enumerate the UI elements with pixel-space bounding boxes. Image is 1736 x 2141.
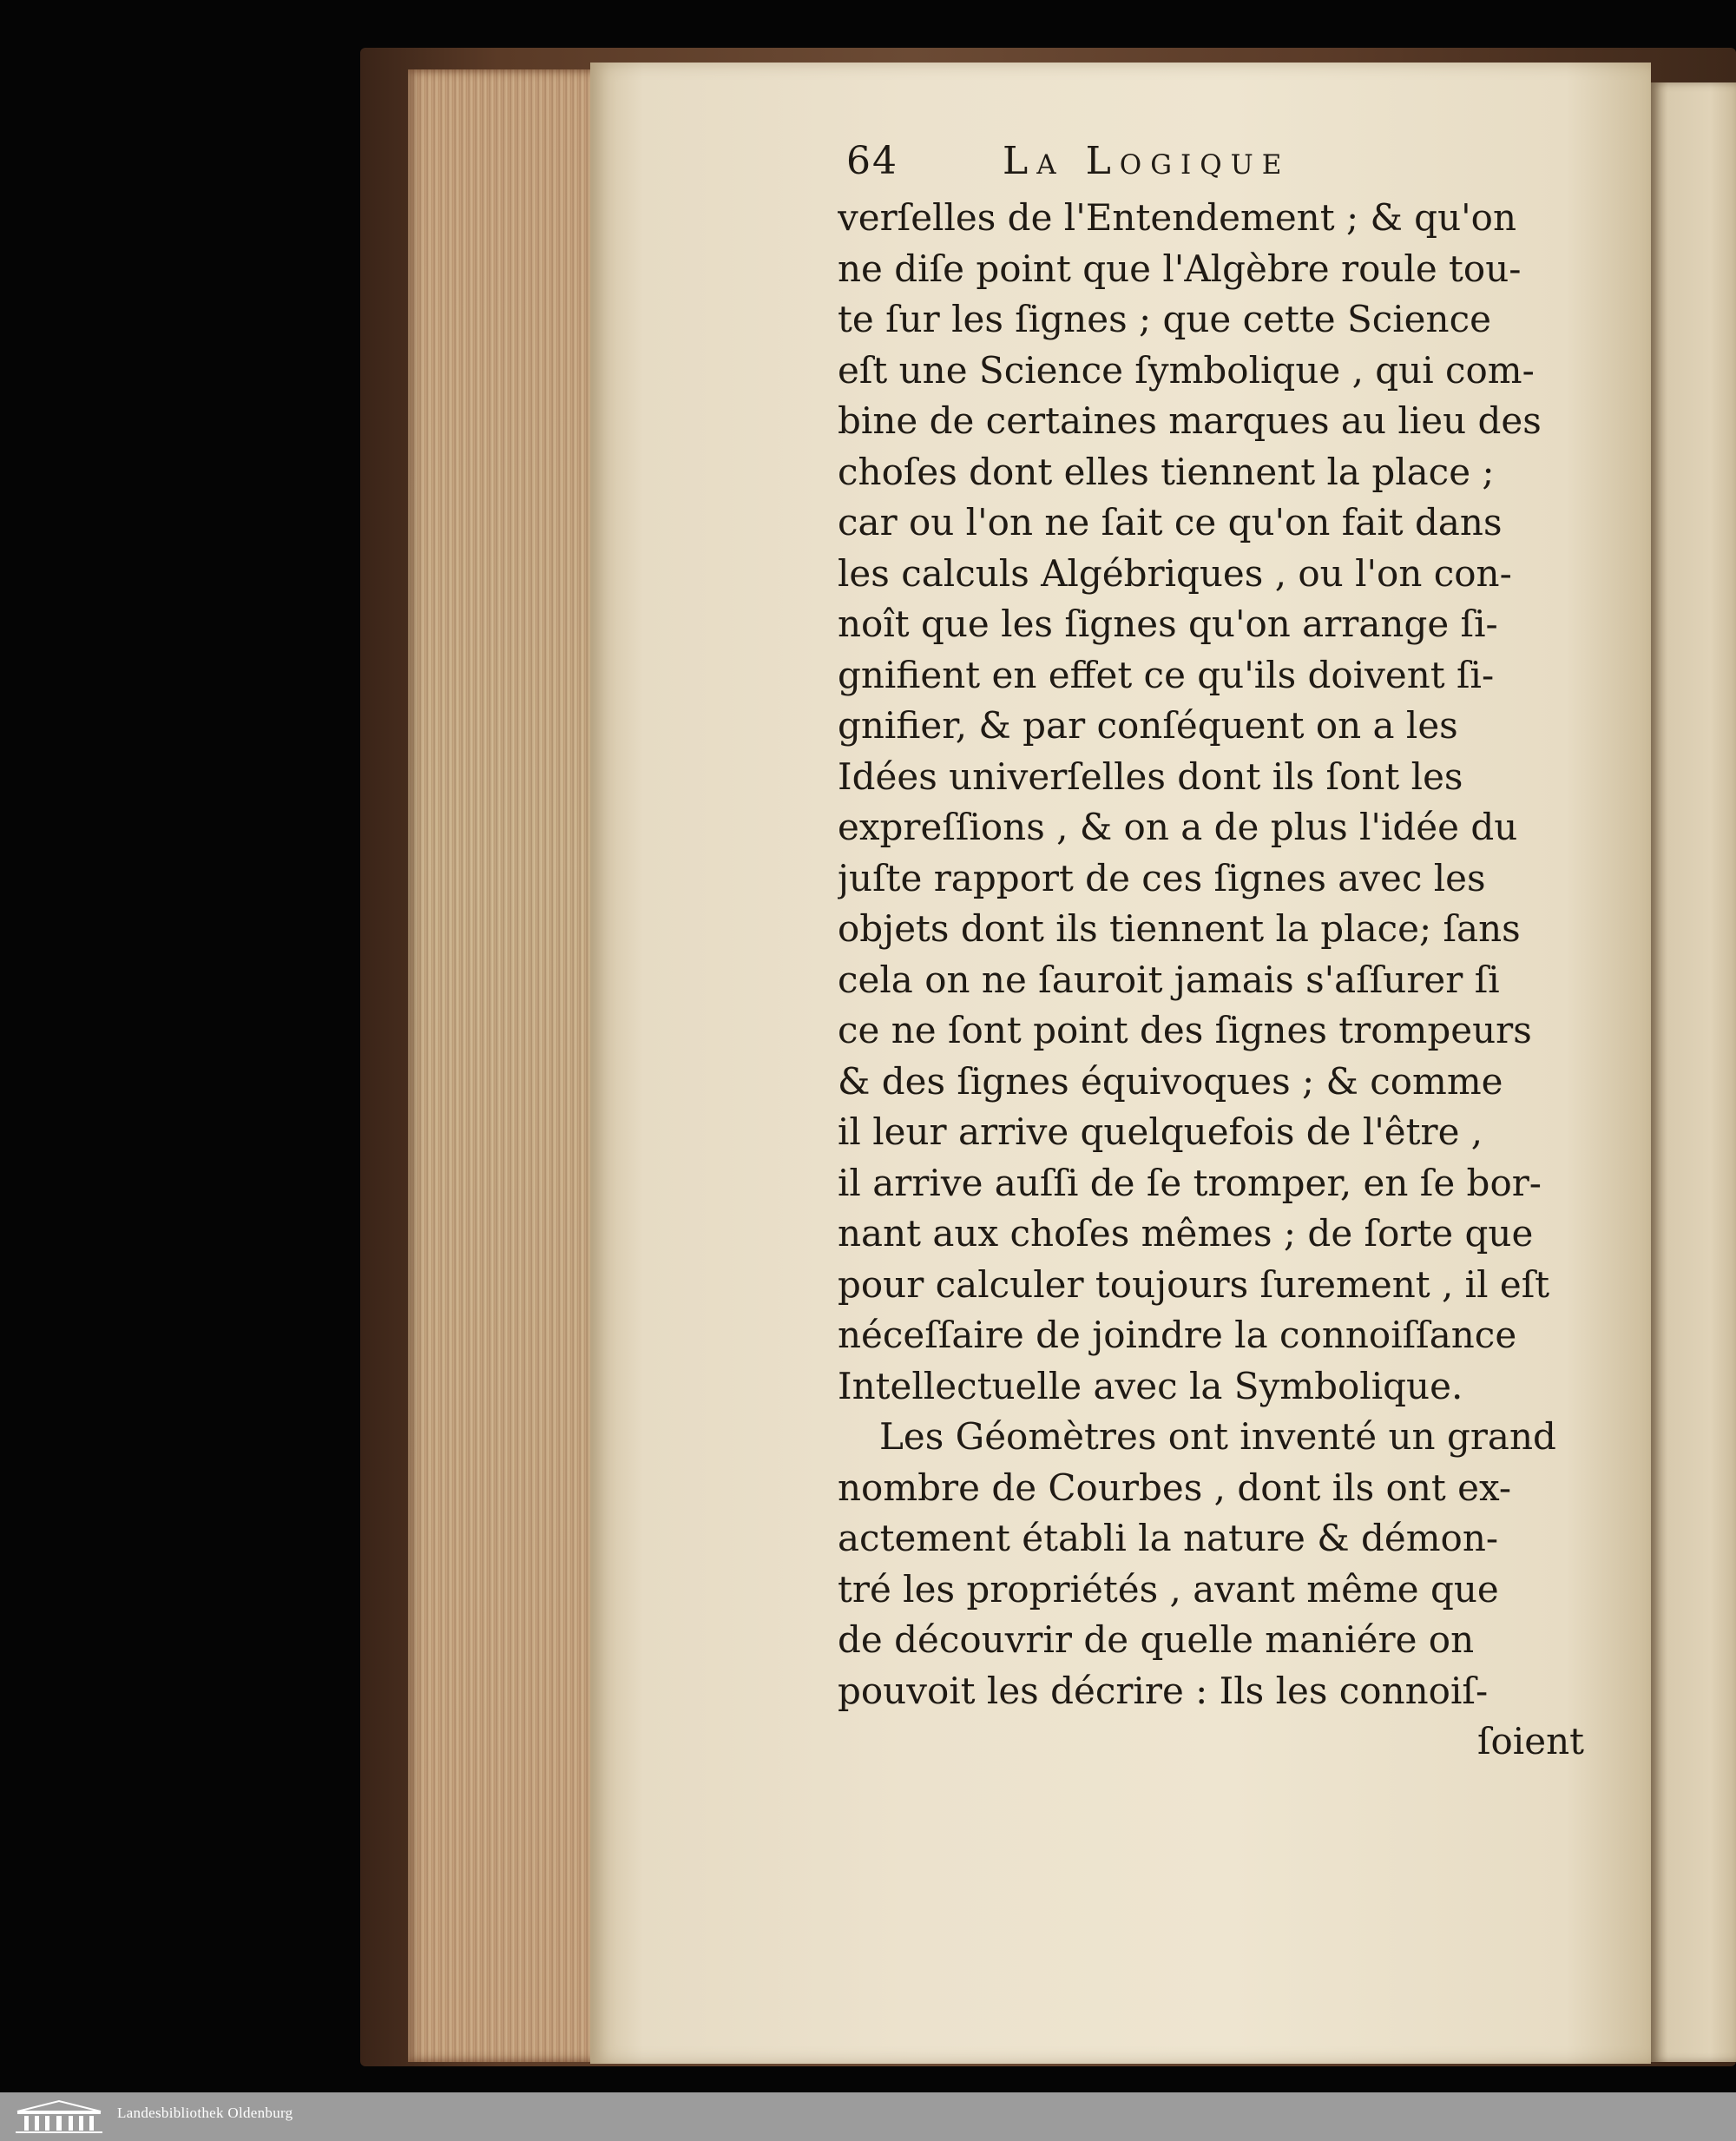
- text-line: gnifier, & par conſéquent on a les: [838, 704, 1458, 747]
- text-line: Idées univerſelles dont ils ſont les: [838, 754, 1463, 798]
- text-line: & des ſignes équivoques ; & comme: [838, 1059, 1503, 1103]
- text-line: pouvoit les décrire : Ils les connoiſ-: [838, 1669, 1489, 1712]
- text-line: nant aux choſes mêmes ; de ſorte que: [838, 1212, 1534, 1255]
- text-line: ce ne ſont point des ſignes trompeurs: [838, 1009, 1532, 1051]
- running-head: [838, 130, 1584, 193]
- text-line: expreſſions , & on a de plus l'idée du: [838, 806, 1518, 848]
- text-line: gnifient en effet ce qu'ils doivent ſi-: [838, 653, 1495, 696]
- text-line: ne diſe point que l'Algèbre roule tou-: [838, 247, 1522, 290]
- text-line: il arrive auſſi de ſe tromper, en ſe bor-: [838, 1161, 1542, 1204]
- text-line: néceſſaire de joindre la connoiſſance: [838, 1314, 1517, 1356]
- text-line: noît que les ſignes qu'on arrange ſi-: [838, 603, 1498, 645]
- text-line: pour calculer toujours ſurement , il eſt: [838, 1262, 1550, 1306]
- text-line: car ou l'on ne ſait ce qu'on fait dans: [838, 501, 1503, 543]
- text-line: il leur arrive quelquefois de l'être ,: [838, 1110, 1483, 1153]
- text-line: juſte rapport de ces ſignes avec les: [838, 856, 1486, 899]
- text-line: eſt une Science ſymbolique , qui com-: [838, 348, 1535, 392]
- body-text: [838, 193, 1584, 1768]
- page-edges: [408, 69, 601, 2062]
- footer-bar: [0, 2092, 1736, 2141]
- text-line: nombre de Courbes , dont ils ont ex-: [838, 1466, 1512, 1509]
- catchword: ſoient: [1476, 1720, 1584, 1762]
- text-line: les calculs Algébriques , ou l'on con-: [838, 551, 1512, 595]
- library-building-icon: [12, 2098, 106, 2136]
- page-text: [838, 130, 1584, 1768]
- text-line: de découvrir de quelle maniére on: [838, 1618, 1475, 1661]
- text-line: verſelles de l'Entendement ; & qu'on: [838, 196, 1517, 239]
- text-line: Les Géomètres ont inventé un grand: [879, 1415, 1556, 1458]
- text-line: te ſur les ſignes ; que cette Science: [838, 298, 1491, 340]
- text-line: bine de certaines marques au lieu des: [838, 399, 1542, 442]
- text-line: objets dont ils tiennent la place; ſans: [838, 907, 1521, 950]
- running-title: La Logique: [1003, 139, 1291, 183]
- text-line: choſes dont elles tiennent la place ;: [838, 450, 1495, 493]
- text-line: tré les propriétés , avant même que: [838, 1567, 1499, 1611]
- library-name: Landesbibliothek Oldenburg: [117, 2105, 293, 2121]
- text-line: cela on ne ſauroit jamais s'aſſurer ſi: [838, 958, 1500, 1001]
- next-leaf-edge: [1651, 82, 1736, 2062]
- text-line: actement établi la nature & démon-: [838, 1517, 1499, 1559]
- text-line: Intellectuelle avec la Symbolique.: [838, 1364, 1463, 1407]
- page-number: 64: [846, 139, 898, 183]
